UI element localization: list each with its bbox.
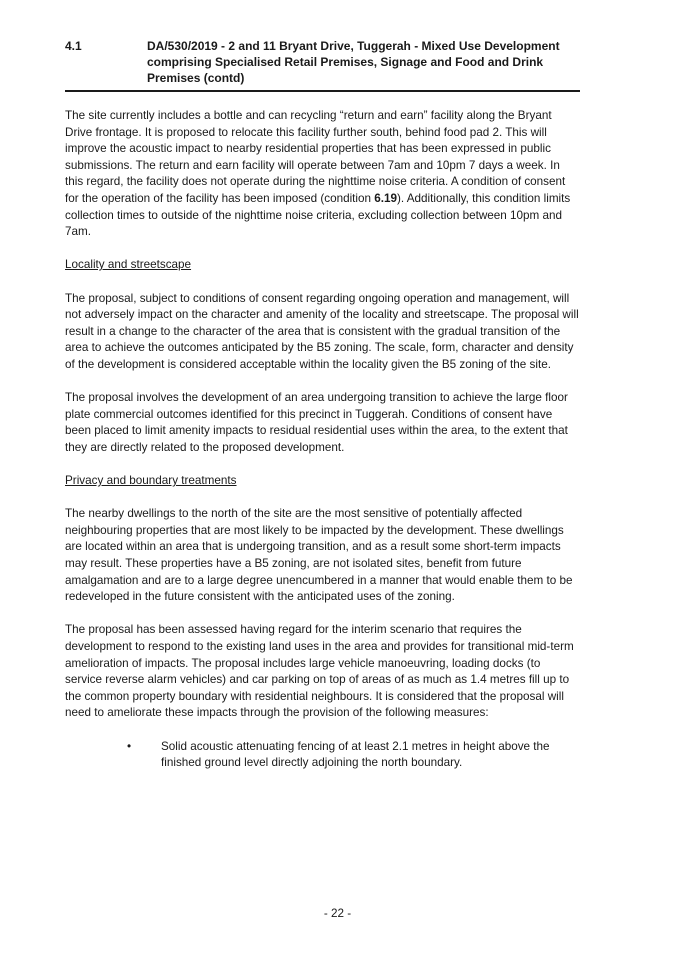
- page-number: - 22 -: [323, 907, 352, 920]
- document-body: [65, 108, 580, 772]
- item-title: DA/530/2019 - 2 and 11 Bryant Drive, Tuggerah - Mixed Use Development comprising Specialised Retail Premises, Signage and Food and Drink Premises (contd): [147, 39, 560, 85]
- paragraph-locality: The proposal, subject to conditions of consent regarding ongoing operation and management, will not adversely impact on the character and amenity of the locality and streetscape. The proposal will result in a change to the character of the area that is consistent with the gradual transition of the area to achieve the outcomes anticipated by the B5 zoning. The scale, form, character and density of the development is considered acceptable within the locality given the B5 zoning of the site.: [65, 291, 579, 371]
- page-header: [65, 38, 580, 92]
- paragraph-dwellings: The nearby dwellings to the north of the site are the most sensitive of potentially affected neighbouring properties that are most likely to be impacted by the development. These dwellings are located within an area that is undergoing transition, and as a result some short-term impacts may result. These properties have a B5 zoning, are not isolated sites, benefit from future amalgamation and are to a large degree unencumbered in a manner that would enable them to be redeveloped in the future consistent with the anticipated uses of the zoning.: [65, 507, 573, 604]
- bullet-item: [127, 739, 580, 772]
- paragraph-recycling-text-start: The site currently includes a bottle and can recycling “return and earn” facility along the Bryant Drive frontage. It is proposed to relocate this facility further south, behind food pad 2. This will improve the acoustic impact to nearby residential properties that has been expressed in public submissions. The return and earn facility will operate between 7am and 10pm 7 days a week. In this regard, the facility does not operate during the nighttime noise criteria. A condition of consent for the operation of the facility has been imposed (condition: [65, 109, 566, 205]
- paragraph-transition: The proposal involves the development of an area undergoing transition to achieve the large floor plate commercial outcomes identified for this precinct in Tuggerah. Conditions of consent have been placed to limit amenity impacts to residual residential uses within the area, to the extent that they are directly related to the proposed development.: [65, 391, 568, 454]
- item-number: 4.1: [65, 39, 82, 53]
- section-heading-privacy: Privacy and boundary treatments: [65, 474, 237, 488]
- paragraph-recycling: [65, 108, 580, 241]
- bullet-text: Solid acoustic attenuating fencing of at least 2.1 metres in height above the finished ground level directly adjoining the north boundary.: [161, 739, 550, 770]
- bullet-point-icon: •: [127, 739, 132, 753]
- paragraph-recycling-text-end: ). Additionally, this condition limits collection times to outside of the nighttime noise criteria, excluding collection between 10pm and 7am.: [65, 191, 571, 239]
- paragraph-assessment: The proposal has been assessed having regard for the interim scenario that requires the development to respond to the existing land uses in the area and provides for transitional mid-term amelioration of impacts. The proposal includes large vehicle manoeuvring, loading docks (to service reverse alarm vehicles) and car parking on top of areas of as much as 1.4 metres fill up to the common property boundary with residential neighbours. It is considered that the proposal will need to ameliorate these impacts through the provision of the following measures:: [65, 623, 574, 720]
- condition-reference: 6.19: [374, 191, 398, 205]
- section-heading-locality: Locality and streetscape: [65, 258, 192, 272]
